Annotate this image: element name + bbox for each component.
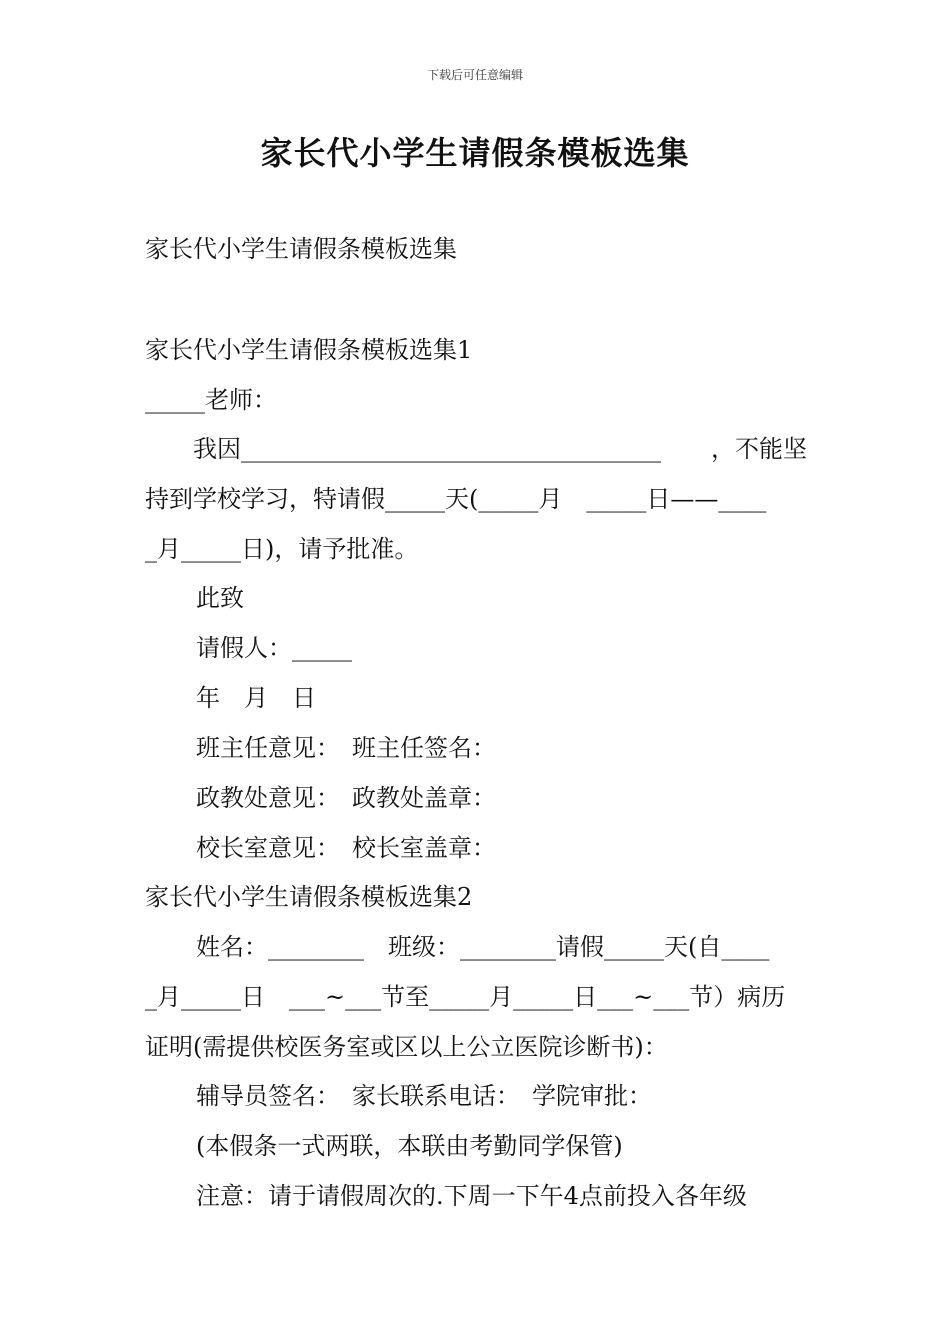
- template2-line3: 证明(需提供校医务室或区以上公立医院诊断书)：: [145, 1033, 668, 1061]
- template1-salutation: _____老师：: [145, 386, 277, 414]
- template2-notice: 注意：请于请假周次的.下周一下午4点前投入各年级: [196, 1182, 747, 1210]
- template1-body-line1-a: 我因___________________________________: [145, 435, 661, 463]
- template1-applicant: 请假人：_____: [196, 634, 352, 662]
- template2-signatures: 辅导员签名： 家长联系电话： 学院审批：: [196, 1082, 652, 1110]
- template1-body-line1-b: ，不能坚: [711, 435, 807, 463]
- template1-closing: 此致: [196, 584, 244, 612]
- template1-date: 年 月 日: [196, 684, 316, 712]
- template1-body-line1: [145, 434, 807, 464]
- template2-copy-note: (本假条一式两联，本联由考勤同学保管): [196, 1132, 623, 1160]
- template2-line1: 姓名：________ 班级：________请假_____天(自____: [196, 933, 770, 961]
- template1-office-opinion: 政教处意见： 政教处盖章：: [196, 784, 496, 812]
- template1-teacher-opinion: 班主任意见： 班主任签名：: [196, 734, 496, 762]
- template1-body-line2: 持到学校学习，特请假_____天(_____月 _____日——____: [145, 485, 767, 513]
- template1-principal-opinion: 校长室意见： 校长室盖章：: [196, 834, 496, 862]
- header-note: 下载后可任意编辑: [426, 68, 523, 82]
- template1-body-line3: _月_____日)，请予批准。: [145, 535, 419, 563]
- document-subtitle: 家长代小学生请假条模板选集: [145, 235, 457, 263]
- template1-heading: 家长代小学生请假条模板选集1: [145, 336, 473, 364]
- template2-heading: 家长代小学生请假条模板选集2: [145, 883, 473, 911]
- template2-line2: _月_____日 ___~___节至_____月_____日___~___节）病历: [145, 983, 786, 1011]
- document-title: 家长代小学生请假条模板选集: [260, 134, 690, 172]
